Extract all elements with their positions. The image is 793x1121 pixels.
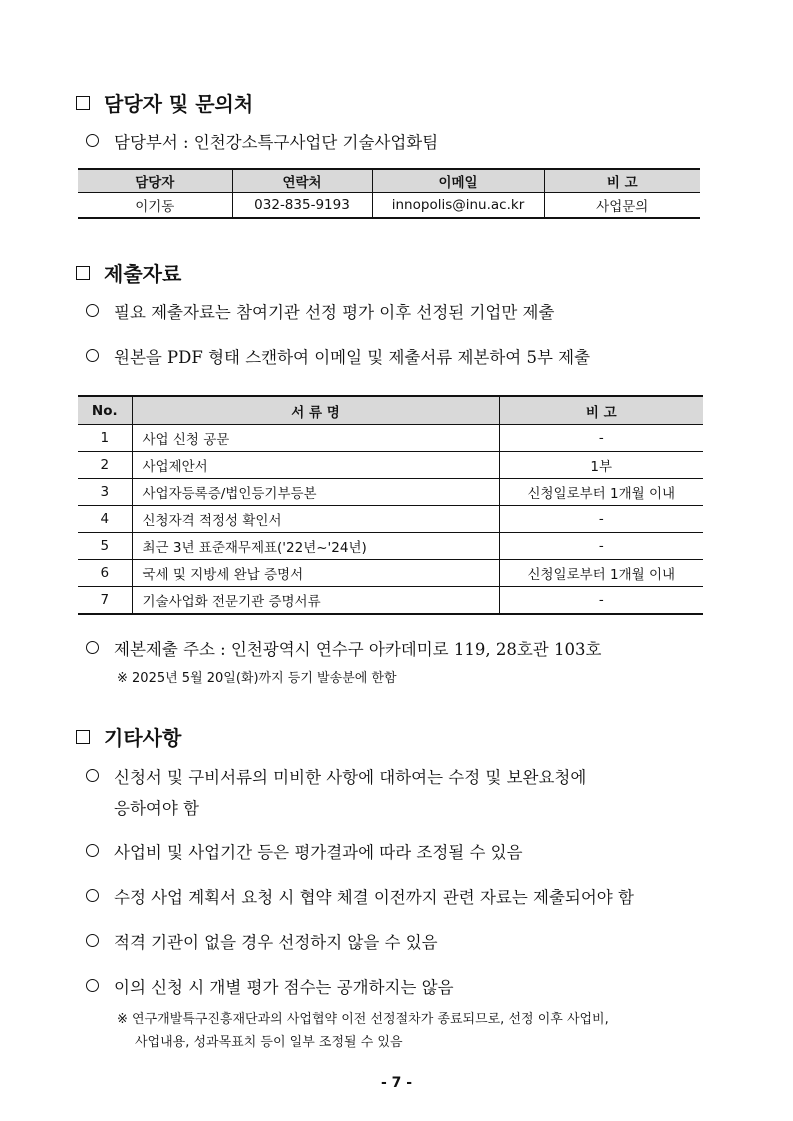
page-number: - 7 - <box>380 1075 413 1091</box>
contact-phone: 032-835-9193 <box>232 193 372 219</box>
section-title: 담당자 및 문의처 <box>104 92 254 116</box>
table-row <box>78 587 703 615</box>
documents-table <box>78 395 703 615</box>
document-note: 신청일로부터 1개월 이내 <box>499 479 703 506</box>
contact-note: 사업문의 <box>544 193 700 219</box>
document-name: 사업자등록증/법인등기부등본 <box>132 479 499 506</box>
header-cell: 서 류 명 <box>132 396 499 425</box>
document-note: 신청일로부터 1개월 이내 <box>499 560 703 587</box>
section-heading-misc <box>76 722 181 751</box>
row-number: 5 <box>78 533 132 560</box>
document-name: 신청자격 적정성 확인서 <box>132 506 499 533</box>
circle-bullet-icon <box>86 298 114 328</box>
header-cell: 비 고 <box>499 396 703 425</box>
square-bullet-icon <box>76 266 90 280</box>
header-cell: 비 고 <box>544 169 700 193</box>
bullet-item: 필요 제출자료는 참여기관 선정 평가 이후 선정된 기업만 제출 <box>86 298 554 328</box>
bullet-item: 원본을 PDF 형태 스캔하여 이메일 및 제출서류 제본하여 5부 제출 <box>86 343 590 373</box>
contact-table <box>78 168 700 219</box>
row-number: 3 <box>78 479 132 506</box>
circle-bullet-icon <box>86 928 114 958</box>
bullet-continuation: 응하여야 함 <box>114 799 199 818</box>
document-name: 국세 및 지방세 완납 증명서 <box>132 560 499 587</box>
table-row <box>78 425 703 452</box>
circle-bullet-icon <box>86 128 114 158</box>
table-row <box>78 506 703 533</box>
document-note: - <box>499 425 703 452</box>
bullet-item: 신청서 및 구비서류의 미비한 사항에 대하여는 수정 및 보완요청에 <box>86 763 586 793</box>
contact-name: 이기동 <box>78 193 232 219</box>
document-note: - <box>499 533 703 560</box>
square-bullet-icon <box>76 730 90 744</box>
document-name: 사업제안서 <box>132 452 499 479</box>
document-note: 1부 <box>499 452 703 479</box>
table-header-row <box>78 169 700 193</box>
misc-note-line1: ※ 연구개발특구진흥재단과의 사업협약 이전 선정절차가 종료되므로, 선정 이후 사업비, <box>117 1012 609 1027</box>
header-cell: 연락처 <box>232 169 372 193</box>
document-note: - <box>499 506 703 533</box>
bullet-item: 적격 기관이 없을 경우 선정하지 않을 수 있음 <box>86 928 438 958</box>
table-row <box>78 560 703 587</box>
bullet-address: 제본제출 주소 : 인천광역시 연수구 아카데미로 119, 28호관 103호 <box>86 635 601 665</box>
row-number: 7 <box>78 587 132 615</box>
table-row <box>78 479 703 506</box>
document-name: 사업 신청 공문 <box>132 425 499 452</box>
contact-email: innopolis@inu.ac.kr <box>372 193 544 219</box>
document-note: - <box>499 587 703 615</box>
square-bullet-icon <box>76 96 90 110</box>
section-heading-documents <box>76 258 181 287</box>
address-note: ※ 2025년 5월 20일(화)까지 등기 발송분에 한함 <box>117 671 397 686</box>
table-row <box>78 193 700 219</box>
circle-bullet-icon <box>86 763 114 793</box>
row-number: 6 <box>78 560 132 587</box>
row-number: 4 <box>78 506 132 533</box>
table-header-row <box>78 396 703 425</box>
section-title: 기타사항 <box>104 726 182 750</box>
table-row <box>78 533 703 560</box>
document-name: 최근 3년 표준재무제표('22년~'24년) <box>132 533 499 560</box>
header-cell: No. <box>78 396 132 425</box>
document-name: 기술사업화 전문기관 증명서류 <box>132 587 499 615</box>
header-cell: 이메일 <box>372 169 544 193</box>
section-heading-contact <box>76 88 253 117</box>
bullet-item: 이의 신청 시 개별 평가 점수는 공개하지는 않음 <box>86 973 454 1003</box>
header-cell: 담당자 <box>78 169 232 193</box>
row-number: 1 <box>78 425 132 452</box>
misc-note-line2: 사업내용, 성과목표치 등이 일부 조정될 수 있음 <box>135 1035 403 1050</box>
circle-bullet-icon <box>86 635 114 665</box>
circle-bullet-icon <box>86 838 114 868</box>
bullet-item: 사업비 및 사업기간 등은 평가결과에 따라 조정될 수 있음 <box>86 838 523 868</box>
circle-bullet-icon <box>86 973 114 1003</box>
bullet-item: 수정 사업 계획서 요청 시 협약 체결 이전까지 관련 자료는 제출되어야 함 <box>86 883 634 913</box>
row-number: 2 <box>78 452 132 479</box>
section-title: 제출자료 <box>104 262 182 286</box>
circle-bullet-icon <box>86 883 114 913</box>
bullet-department: 담당부서 : 인천강소특구사업단 기술사업화팀 <box>86 128 438 158</box>
circle-bullet-icon <box>86 343 114 373</box>
table-row <box>78 452 703 479</box>
